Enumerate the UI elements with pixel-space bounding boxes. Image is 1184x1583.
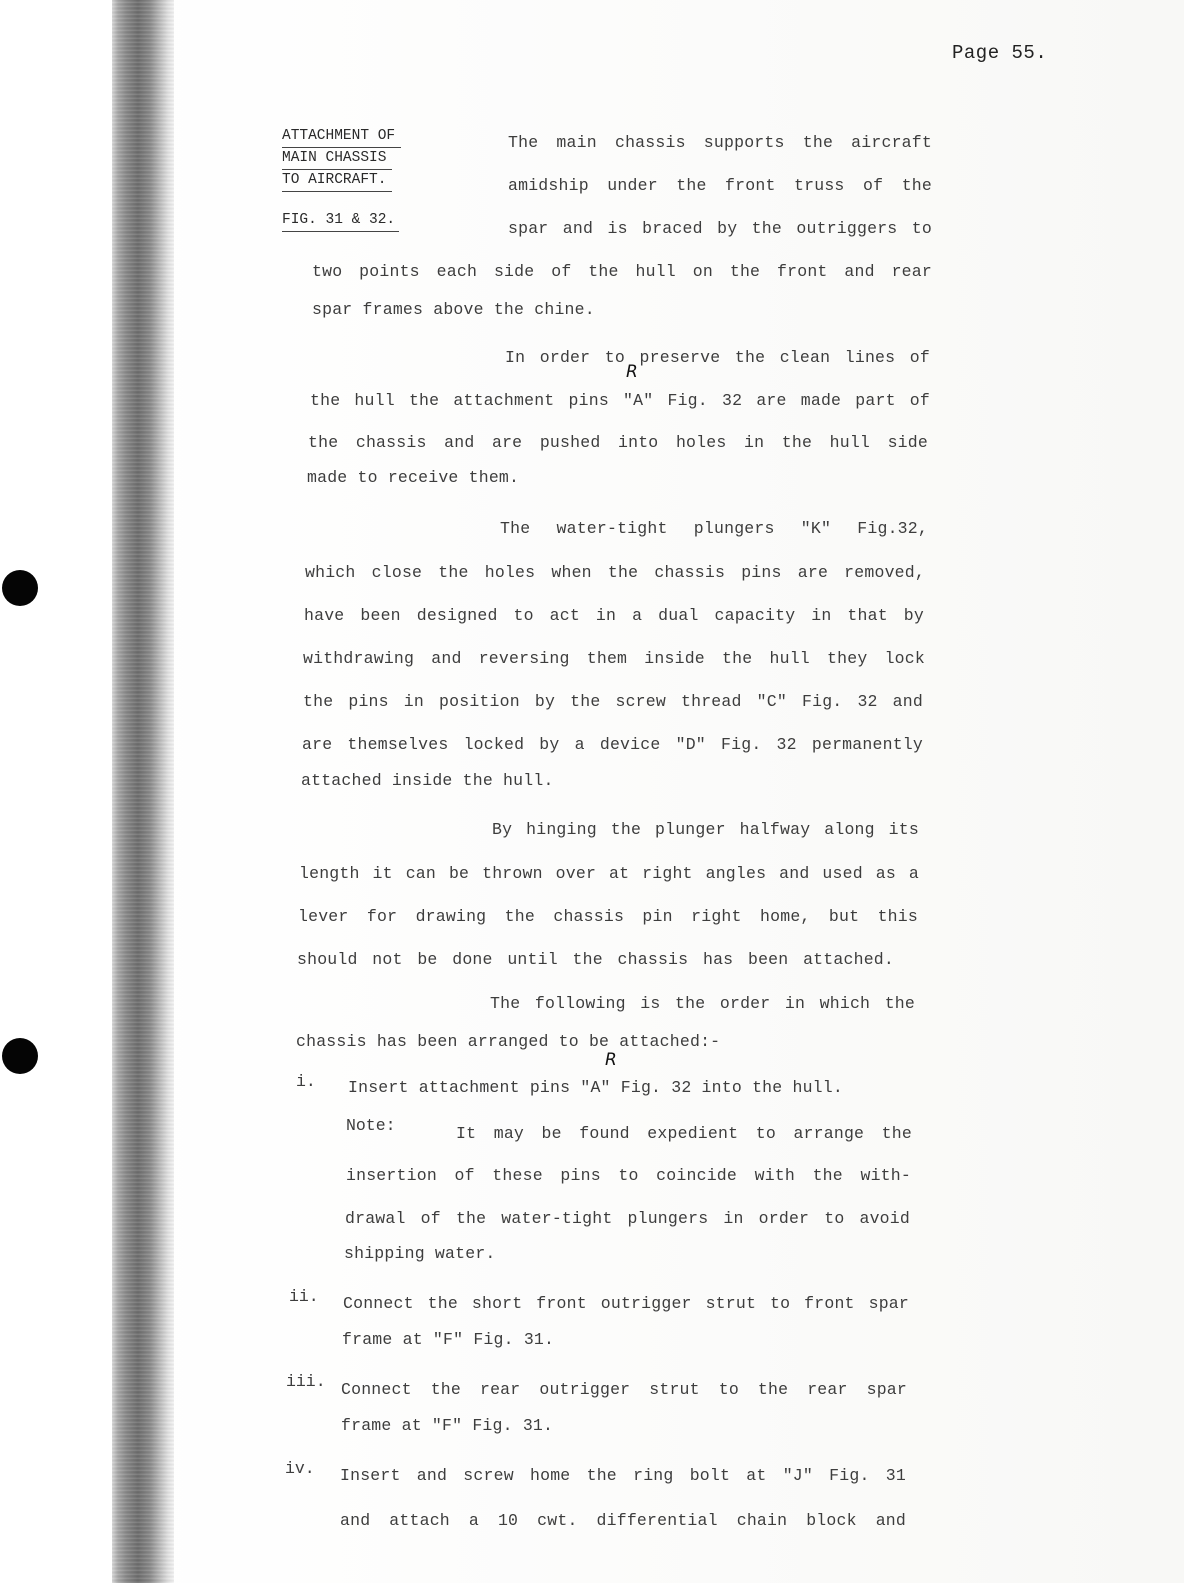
step-text: Connect the rear outrigger strut to the rear spar bbox=[341, 1380, 907, 1399]
text-line: chassis has been arranged to be attached:- bbox=[296, 1032, 721, 1051]
handwritten-annotation: R bbox=[605, 1050, 617, 1070]
step-number: i. bbox=[296, 1072, 316, 1091]
handwritten-annotation: R bbox=[626, 362, 638, 382]
note-text: shipping water. bbox=[344, 1244, 496, 1263]
text-line: length it can be thrown over at right angles and used as a bbox=[299, 864, 919, 883]
binding-margin bbox=[112, 0, 174, 1583]
step-text: frame at "F" Fig. 31. bbox=[342, 1330, 555, 1349]
step-text: Connect the short front outrigger strut to front spar bbox=[343, 1294, 909, 1313]
text-line: The following is the order in which the bbox=[490, 994, 915, 1013]
page-number: Page 55. bbox=[952, 42, 1048, 64]
step-number: ii. bbox=[289, 1287, 319, 1306]
note-text: insertion of these pins to coincide with the with- bbox=[346, 1166, 911, 1185]
step-text: and attach a 10 cwt. differential chain block and bbox=[340, 1511, 906, 1530]
punch-hole-top bbox=[2, 570, 38, 606]
step-text: Insert and screw home the ring bolt at "J" Fig. 31 bbox=[340, 1466, 906, 1485]
punch-hole-bottom bbox=[2, 1038, 38, 1074]
text-line: In order to preserve the clean lines of bbox=[505, 348, 930, 367]
note-label: Note: bbox=[346, 1116, 396, 1135]
text-line: amidship under the front truss of the bbox=[508, 176, 932, 195]
text-line: withdrawing and reversing them inside the hull they lock bbox=[303, 649, 925, 668]
note-text: drawal of the water-tight plungers in order to avoid bbox=[345, 1209, 910, 1228]
text-line: the chassis and are pushed into holes in the hull side bbox=[308, 433, 928, 452]
text-line: two points each side of the hull on the front and rear bbox=[312, 262, 932, 281]
text-line: attached inside the hull. bbox=[301, 771, 554, 790]
side-heading-line-2: MAIN CHASSIS bbox=[282, 148, 392, 170]
text-line: are themselves locked by a device "D" Fig. 32 permanently bbox=[302, 735, 923, 754]
text-line: have been designed to act in a dual capacity in that by bbox=[304, 606, 924, 625]
text-line: spar and is braced by the outriggers to bbox=[508, 219, 932, 238]
text-line: the pins in position by the screw thread "C" Fig. 32 and bbox=[303, 692, 923, 711]
side-heading-line-3: TO AIRCRAFT. bbox=[282, 170, 392, 192]
text-line: should not be done until the chassis has been attached. bbox=[297, 950, 894, 969]
text-line: made to receive them. bbox=[307, 468, 520, 487]
step-number: iii. bbox=[286, 1372, 326, 1391]
text-line: lever for drawing the chassis pin right home, but this bbox=[298, 907, 918, 926]
step-number: iv. bbox=[285, 1459, 315, 1478]
text-line: By hinging the plunger halfway along its bbox=[492, 820, 919, 839]
text-line: The water-tight plungers "K" Fig.32, bbox=[500, 519, 928, 538]
note-text: It may be found expedient to arrange the bbox=[456, 1124, 912, 1143]
text-line: which close the holes when the chassis pins are removed, bbox=[305, 563, 925, 582]
text-line: The main chassis supports the aircraft bbox=[508, 133, 932, 152]
figure-reference: FIG. 31 & 32. bbox=[282, 210, 399, 232]
side-heading bbox=[282, 126, 401, 232]
side-heading-line-1: ATTACHMENT OF bbox=[282, 126, 401, 148]
text-line: the hull the attachment pins "A" Fig. 32 are made part of bbox=[310, 391, 930, 410]
step-text: frame at "F" Fig. 31. bbox=[341, 1416, 554, 1435]
text-line: spar frames above the chine. bbox=[312, 300, 595, 319]
step-text: Insert attachment pins "A" Fig. 32 into the hull. bbox=[348, 1078, 843, 1097]
